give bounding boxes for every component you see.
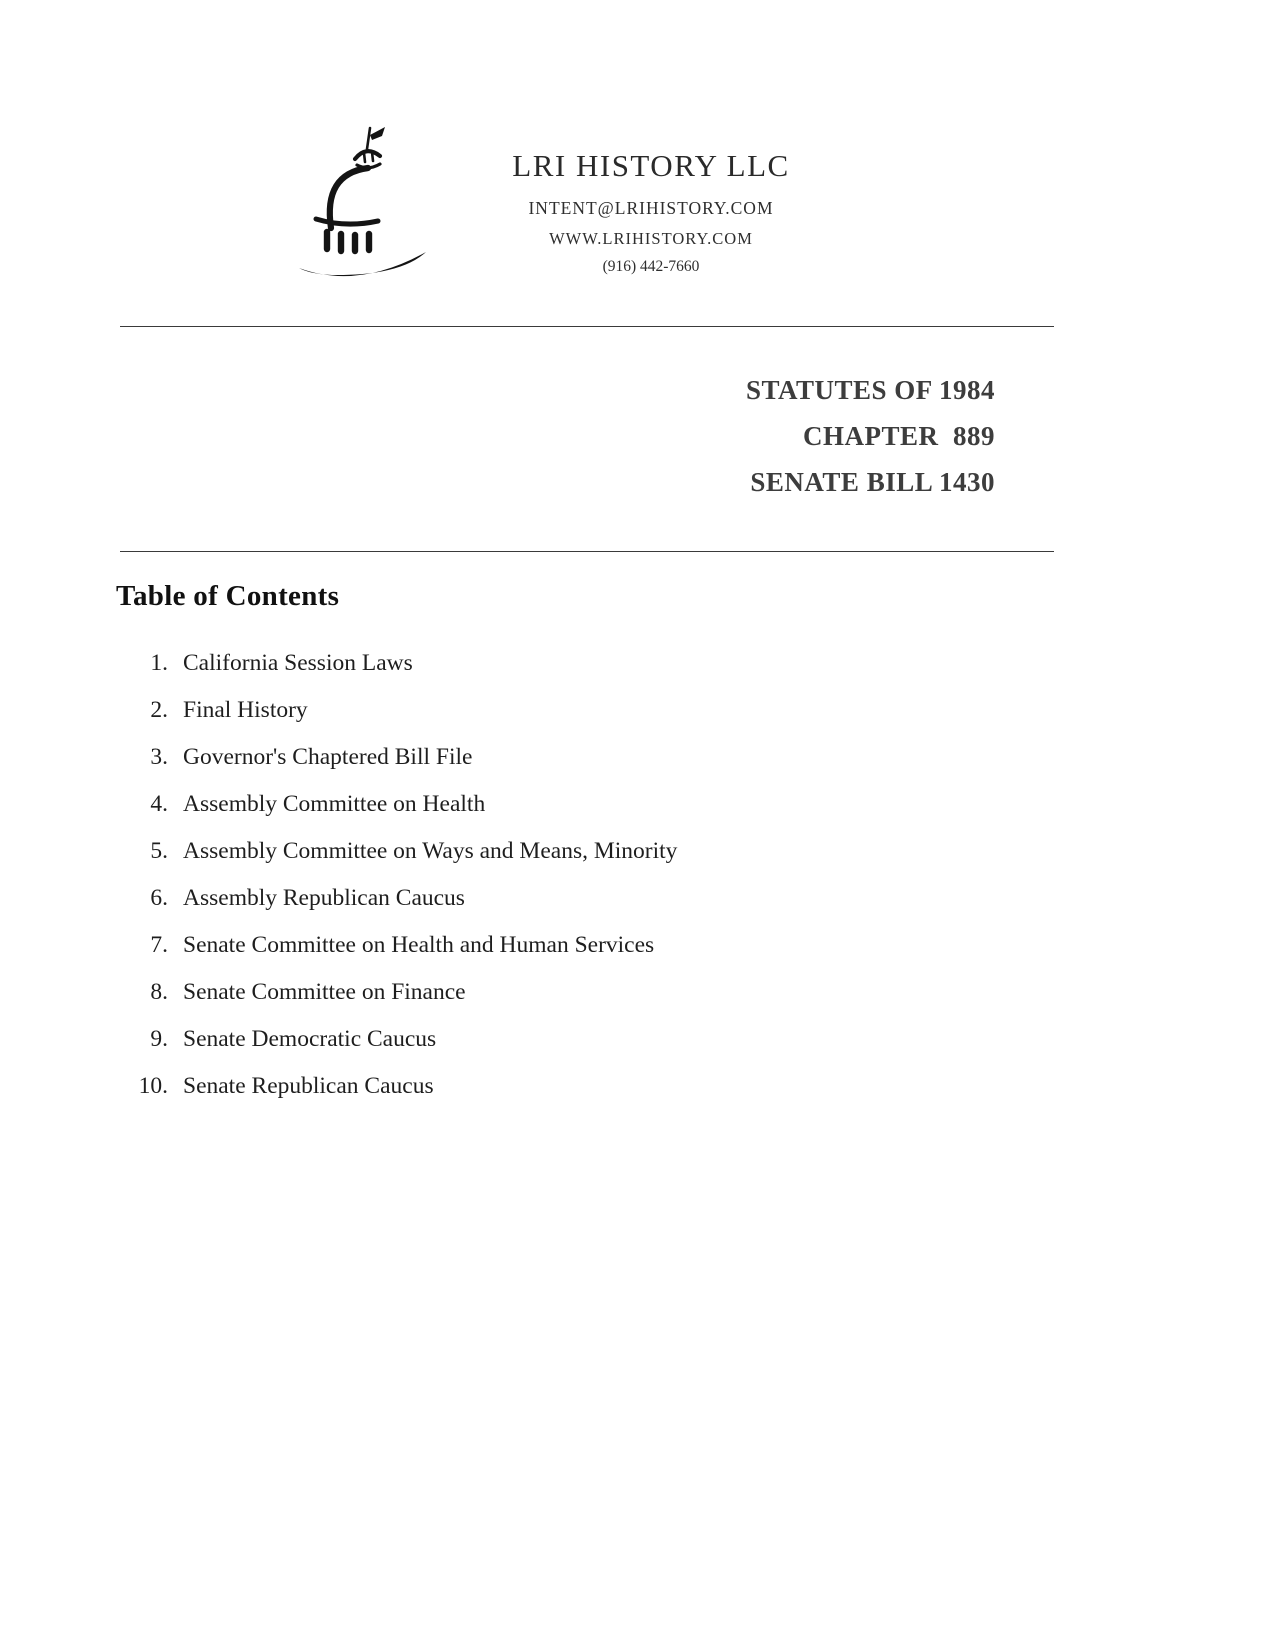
company-website: WWW.LRIHISTORY.COM [549, 229, 753, 248]
senate-bill-line: SENATE BILL 1430 [750, 467, 995, 497]
chapter-line: CHAPTER 889 [802, 421, 995, 451]
toc-item-number: 8. [150, 979, 168, 1005]
statute-title-block [0, 367, 1276, 505]
toc-item [120, 886, 1276, 910]
company-name: LRI HISTORY LLC [512, 148, 790, 183]
toc-heading: Table of Contents [116, 580, 340, 612]
toc-item-number: 6. [150, 885, 168, 911]
toc-item-label: Assembly Republican Caucus [183, 885, 465, 911]
toc-item [120, 792, 1276, 816]
toc-item [120, 698, 1276, 722]
toc-item-number: 1. [150, 650, 168, 676]
toc-item [120, 745, 1276, 769]
letterhead [0, 0, 1276, 284]
capitol-dome-logo-icon [296, 122, 448, 284]
letterhead-text [476, 148, 826, 276]
company-phone: (916) 442-7660 [602, 258, 700, 275]
toc-item-number: 5. [150, 838, 168, 864]
toc-item-label: Final History [183, 697, 308, 723]
toc-item-label: Senate Republican Caucus [183, 1073, 434, 1099]
toc-item-label: Governor's Chaptered Bill File [183, 744, 473, 770]
toc-item-number: 7. [150, 932, 168, 958]
toc-item [120, 933, 1276, 957]
statutes-line: STATUTES OF 1984 [745, 375, 995, 405]
toc-item [120, 651, 1276, 675]
toc-item-label: Senate Democratic Caucus [183, 1026, 437, 1052]
company-email: INTENT@LRIHISTORY.COM [528, 198, 774, 218]
toc-item-label: Assembly Committee on Health [183, 791, 486, 817]
toc-item [120, 1074, 1276, 1098]
toc-item [120, 839, 1276, 863]
toc-item-number: 4. [150, 791, 168, 817]
toc-item-number: 10. [138, 1073, 168, 1099]
toc-item-label: Senate Committee on Finance [183, 979, 466, 1005]
toc-item-label: Assembly Committee on Ways and Means, Minority [183, 838, 678, 864]
toc-item [120, 1027, 1276, 1051]
toc-item-label: Senate Committee on Health and Human Services [183, 932, 655, 958]
toc-item-number: 9. [150, 1026, 168, 1052]
toc-item-label: California Session Laws [183, 650, 413, 676]
divider-middle [120, 551, 1054, 552]
toc-list [120, 651, 1276, 1098]
toc-item-number: 2. [150, 697, 168, 723]
toc-item-number: 3. [150, 744, 168, 770]
toc-item [120, 980, 1276, 1004]
divider-top [120, 326, 1054, 327]
